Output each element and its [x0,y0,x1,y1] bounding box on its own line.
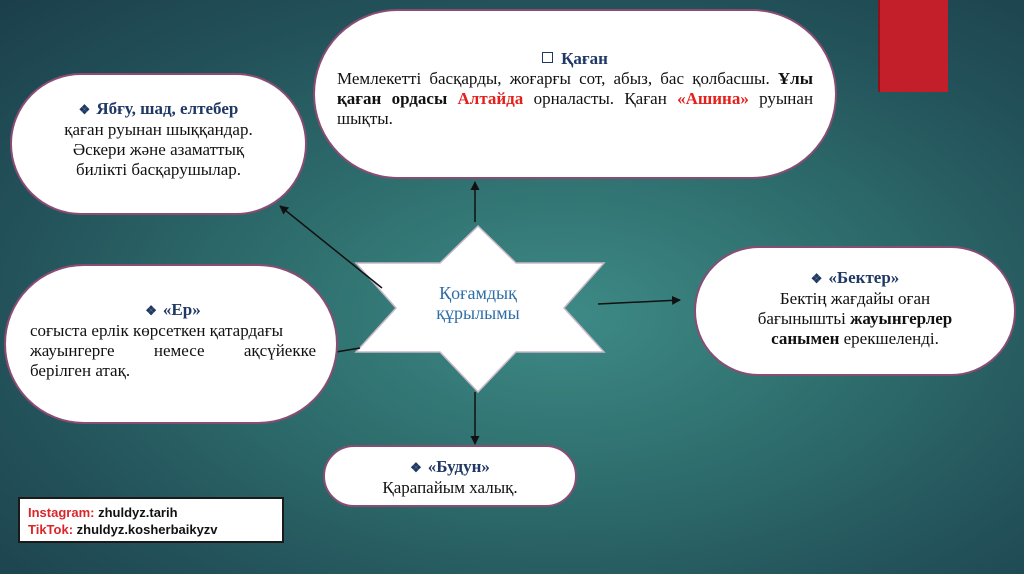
diamond-bullet-icon: ❖ [145,303,157,318]
bekter-box [694,246,1016,376]
yabgu-line3: билікті басқарушылар. [75,160,241,179]
instagram-handle: zhuldyz.tarih [98,505,178,520]
kagan-line3-tail: руынан шықты. [337,89,814,128]
bekter-line2-pre: бағыныштьі [757,309,846,328]
bekter-number: санымен [771,329,840,348]
square-bullet-icon [542,52,553,63]
social-credits [18,497,284,543]
tiktok-handle: zhuldyz.kosherbaikyzv [76,522,218,537]
kagan-title-text: Қаған [561,49,608,68]
instagram-label: Instagram: [28,505,95,520]
kagan-altai: Алтайда [457,89,524,108]
instagram-credit [28,504,274,521]
yabgu-line2: Әскери және азаматтық [72,140,245,159]
center-label-line1: Қоғамдық [439,283,517,303]
er-desc [30,321,316,381]
bekter-line3-tail: ерекшеленді. [843,329,939,348]
budun-line1: Қарапайым халық. [382,478,518,497]
er-line2: жауынгерге немесе ақсүйекке [30,341,316,360]
er-box [4,264,338,424]
budun-title [335,457,565,478]
kagan-desc [337,69,813,129]
er-line1: соғыста ерлік көрсеткен қатардағы [30,321,284,340]
diamond-bullet-icon: ❖ [410,460,422,475]
kagan-line1: Мемлекетті басқарды, жоғарғы сот, абыз, бас қолбасшы. [337,69,770,88]
bekter-line1: Бектің жағдайы оған [779,289,931,308]
tiktok-credit [28,521,274,538]
bekter-title-text: «Бектер» [828,268,900,287]
tiktok-label: TikTok: [28,522,74,537]
yabgu-line1: қаған руынан шыққандар. [64,120,253,139]
budun-title-text: «Будун» [427,457,490,476]
arrow-to-bekter [598,300,680,304]
kagan-ashina: «Ашина» [677,89,749,108]
er-title [30,300,316,321]
diamond-bullet-icon: ❖ [810,271,823,286]
center-label-line2: құрылымы [436,303,520,323]
kagan-title [337,49,813,69]
center-label [398,283,558,323]
yabgu-title-text: Ябғу, шад, елтебер [96,99,239,118]
er-title-text: «Ер» [162,300,201,319]
yabgu-title [32,99,285,120]
er-line3: берілген атақ. [30,361,131,380]
kagan-box [313,9,837,179]
bekter-line3 [714,329,996,349]
bekter-line2 [714,309,996,329]
kagan-orda: Ұлы қаған ордасы [337,69,813,108]
bekter-title [714,268,996,289]
yabgu-box [10,73,307,215]
diamond-bullet-icon: ❖ [78,102,91,117]
budun-box [323,445,577,507]
bekter-warriors: жауынгерлер [850,309,953,328]
kagan-line2-tail: орналасты. Қаған [533,89,667,108]
